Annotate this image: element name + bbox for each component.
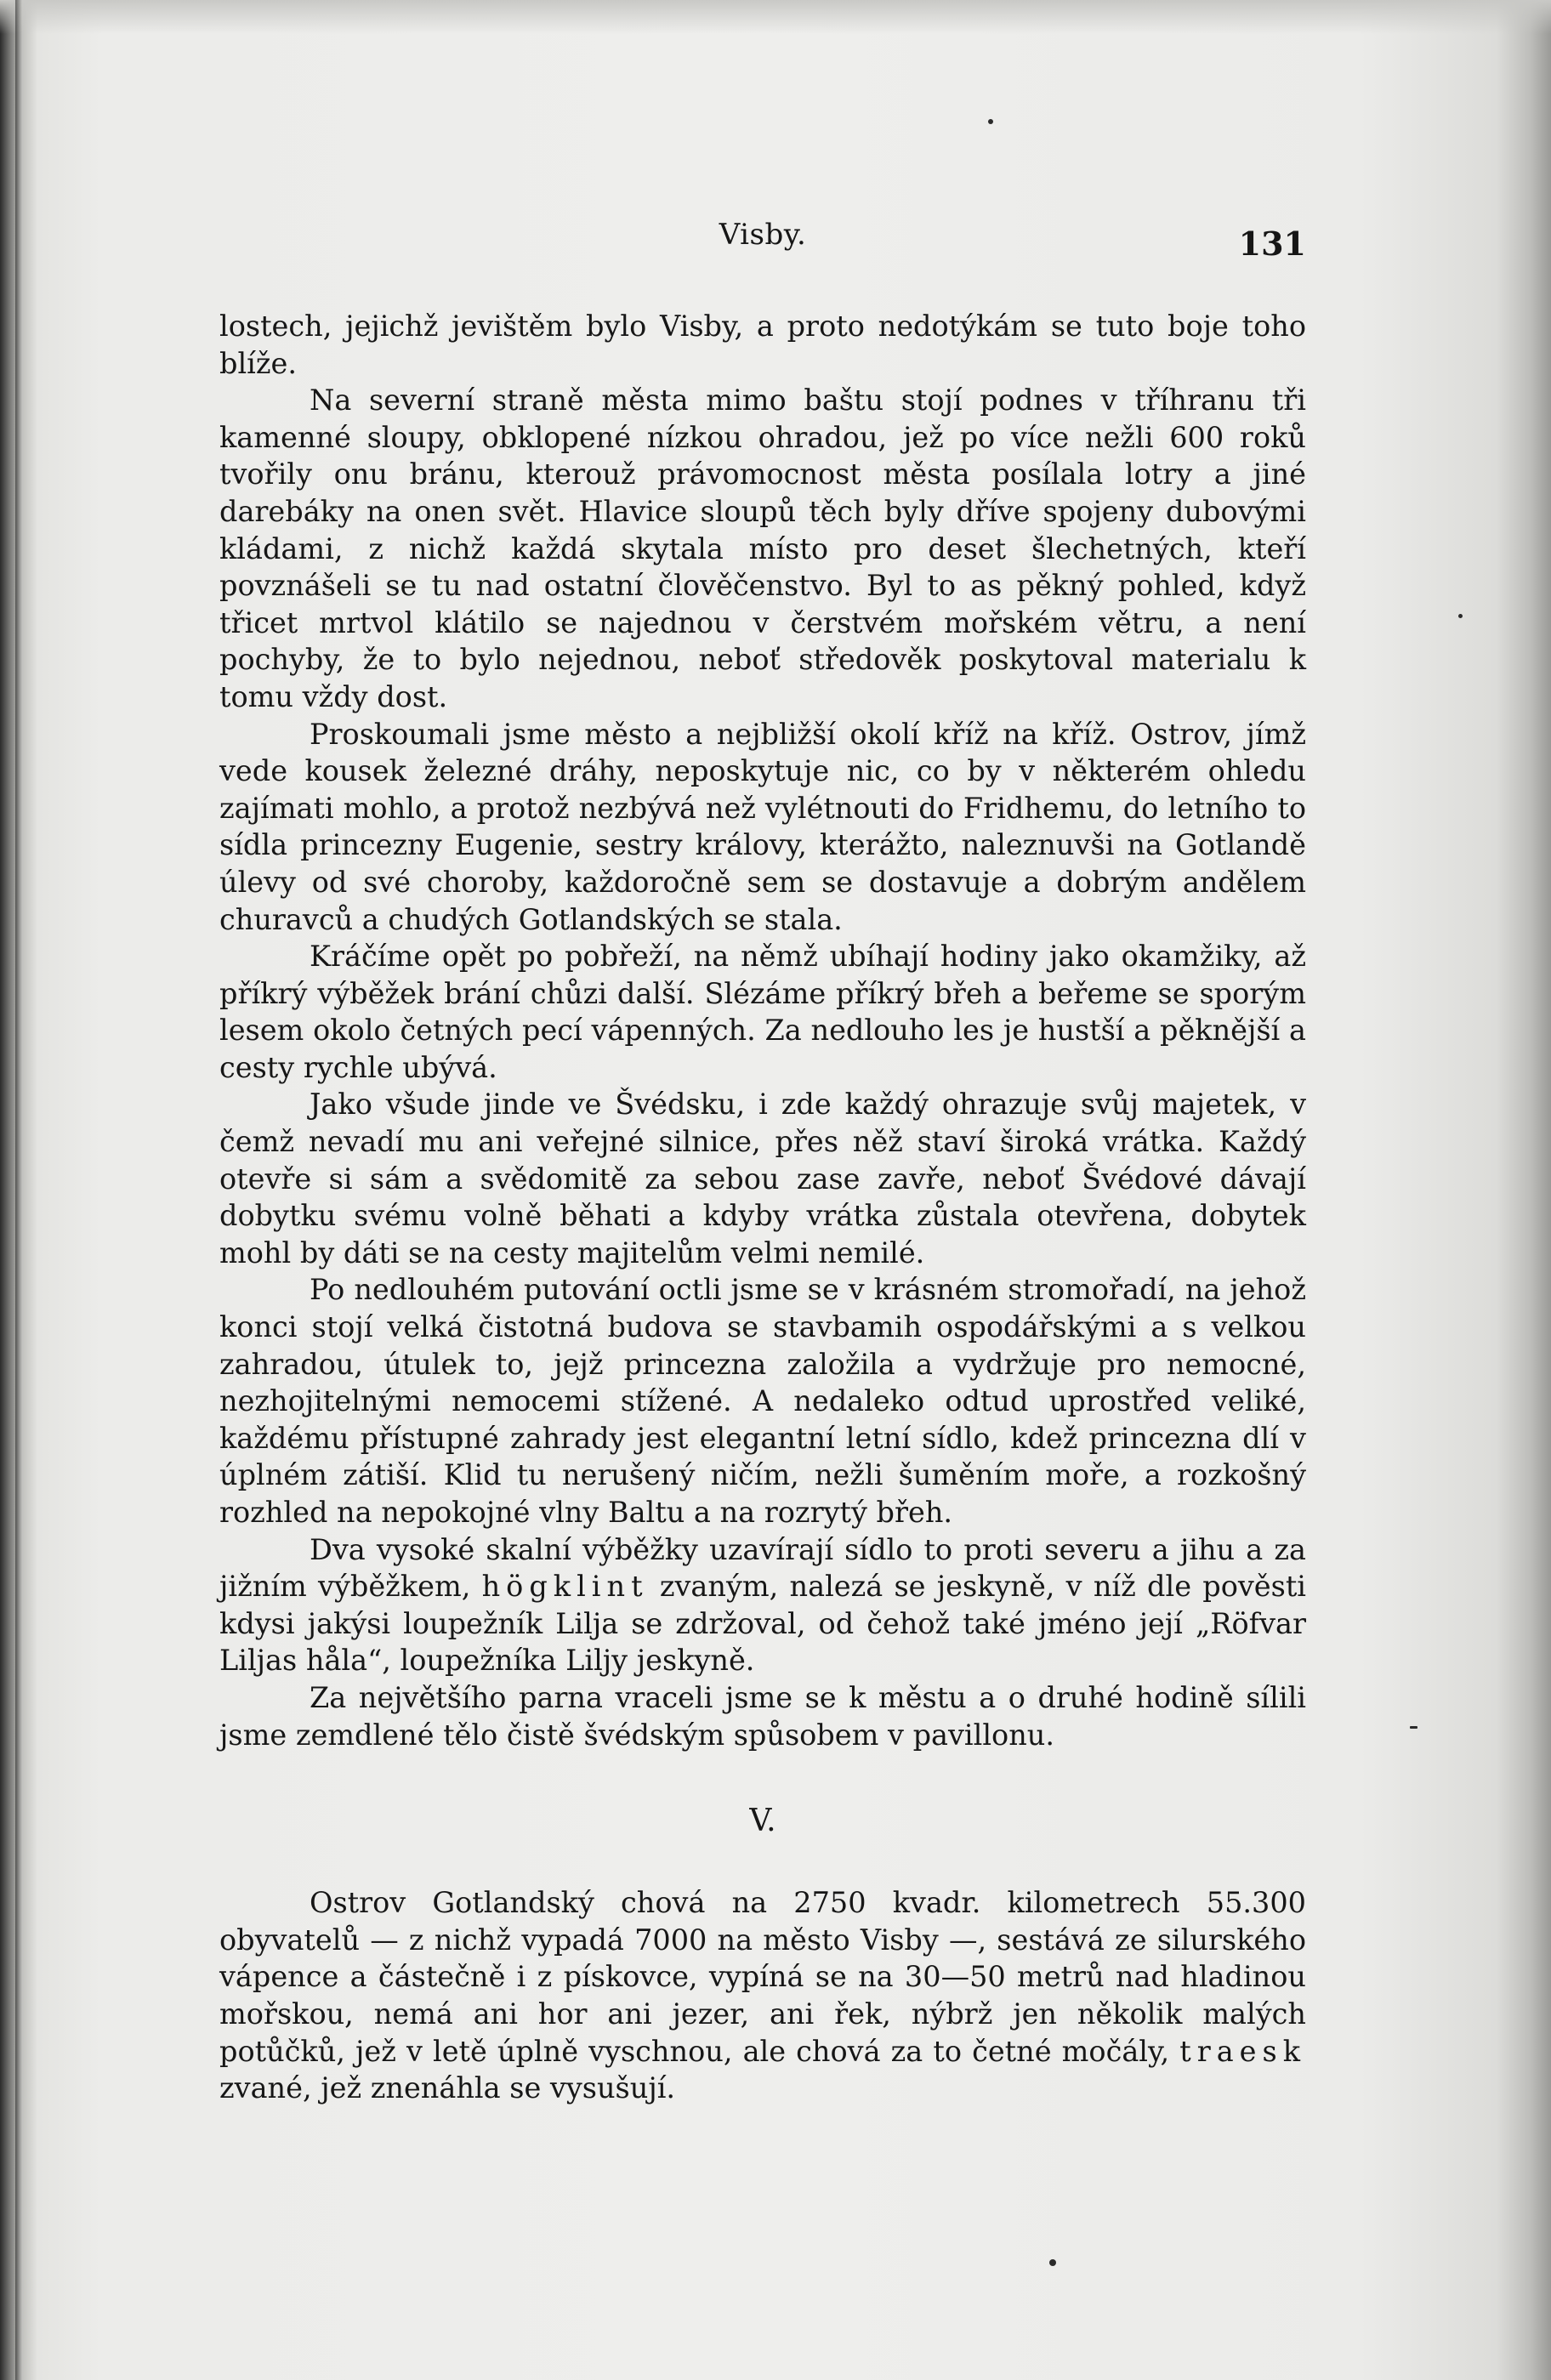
print-speck <box>988 119 993 124</box>
print-speck <box>1049 2259 1056 2266</box>
section-heading: V. <box>749 1803 776 1839</box>
paragraph-text: Dva vysoké skalní výběžky uzavírají sídlo to proti severu a jihu a za jižním výběžkem, <box>219 1532 1306 1604</box>
paragraph: Na severní straně města mimo baštu stojí podnes v tříhranu tři kamenné sloupy, obklopené nízkou ohradou, jež po více nežli 600 roků tvořily onu bránu, kterouž právomocnost města posílala lotry a jiné darebáky na onen svět. Hlavice sloupů těch byly dříve spojeny dubovými kládami, z nichž každá skytala místo pro deset šlechetných, kteří povznášeli se tu nad ostatní člověčenstvo. Byl to as pěkný pohled, když třicet mrtvol klátilo se najednou v čerstvém mořském větru, a není pochyby, že to bylo nejednou, neboť středověk poskytoval materialu k tomu vždy dost. <box>219 383 1306 713</box>
body-text <box>219 308 1306 2107</box>
paragraph-text: zvaným, nalezá se jeskyně, v níž dle pověsti kdysi jakýsi loupežník Lilja se zdržoval, od čehož také jméno její „Röfvar Liljas håla“, loupežníka Lilјy jeskyně. <box>219 1570 1306 1678</box>
page-number: 131 <box>1238 224 1306 263</box>
paragraph: Proskoumali jsme město a nejbližší okolí kříž na kříž. Ostrov, jímž vede kousek železné dráhy, neposkytuje nic, co by v některém ohledu zajímati mohlo, a protož nezbývá než vylétnouti do Fridhemu, do letního to sídla princezny Eugenie, sestry královy, kterážto, naleznuvši na Gotlandě úlevy od své choroby, každoročně sem se dostavuje a dobrým andělem churavců a chudých Gotlandských se stala. <box>219 717 1306 936</box>
print-speck <box>1410 1726 1417 1729</box>
print-speck <box>1458 614 1463 618</box>
paragraph: Jako všude jinde ve Švédsku, i zde každý ohrazuje svůj majetek, v čemž nevadí mu ani veřejné silnice, přes něž staví široká vrátka. Každý otevře si sám a svědomitě za sebou zase zavře, neboť Švédové dávají dobytku svému volně běhati a kdyby vrátka zůstala otevřena, dobytek mohl by dáti se na cesty majitelům velmi nemilé. <box>219 1088 1306 1270</box>
paragraph <box>219 1884 1306 2107</box>
spaced-term: traesk <box>1179 2034 1306 2068</box>
spaced-term: högklint <box>481 1570 649 1604</box>
paragraph: Kráčíme opět po pobřeží, na němž ubíhají hodiny jako okamžiky, až příkrý výběžek brání chůzi další. Slézáme příkrý břeh a beřeme se sporým lesem okolo četných pecí vápenných. Za nedlouho les je hustší a pěknější a cesty rychle ubývá. <box>219 940 1306 1084</box>
paragraph: Po nedlouhém putování octli jsme se v krásném stromořadí, na jehož konci stojí velká čistotná budova se stavbamih ospodářskými a s velkou zahradou, útulek to, jejž princezna založila a vydržuje pro nemocné, nezhojitelnými nemocemi stížené. A nedaleko odtud uprostřed veliké, každému přístupné zahrady jest elegantní letní sídlo, kdež princezna dlí v úplném zátiší. Klid tu nerušený ničím, nežli šuměním moře, a rozkošný rozhled na nepokojné vlny Baltu a na rozrytý břeh. <box>219 1273 1306 1529</box>
book-page <box>219 204 1306 2107</box>
paragraph <box>219 1531 1306 1679</box>
paragraph-text: Ostrov Gotlandský chová na 2750 kvadr. kilometrech 55.300 obyvatelů — z nichž vypadá 7000 na město Visby —, sestává ze silurského vápence a částečně i z pískovce, vypíná se na 30—50 metrů nad hladinou mořskou, nemá ani hor ani jezer, ani řek, nýbrž jen několik malých potůčků, jež v letě úplně vyschnou, ale chová za to četné močály, <box>219 1886 1306 2068</box>
paragraph: Za největšího parna vraceli jsme se k městu a o druhé hodině sílili jsme zemdlené tělo čistě švédským spůsobem v pavillonu. <box>219 1680 1306 1752</box>
paragraph: lostech, jejichž jevištěm bylo Visby, a proto nedotýkám se tuto boje toho blíže. <box>219 310 1306 380</box>
page-top-shadow <box>0 0 1551 34</box>
running-title: Visby. <box>719 218 807 252</box>
paragraph-text: zvané, jež znenáhla se vysušují. <box>219 2071 676 2105</box>
running-head <box>219 204 1306 264</box>
binding-shadow <box>15 0 22 2380</box>
